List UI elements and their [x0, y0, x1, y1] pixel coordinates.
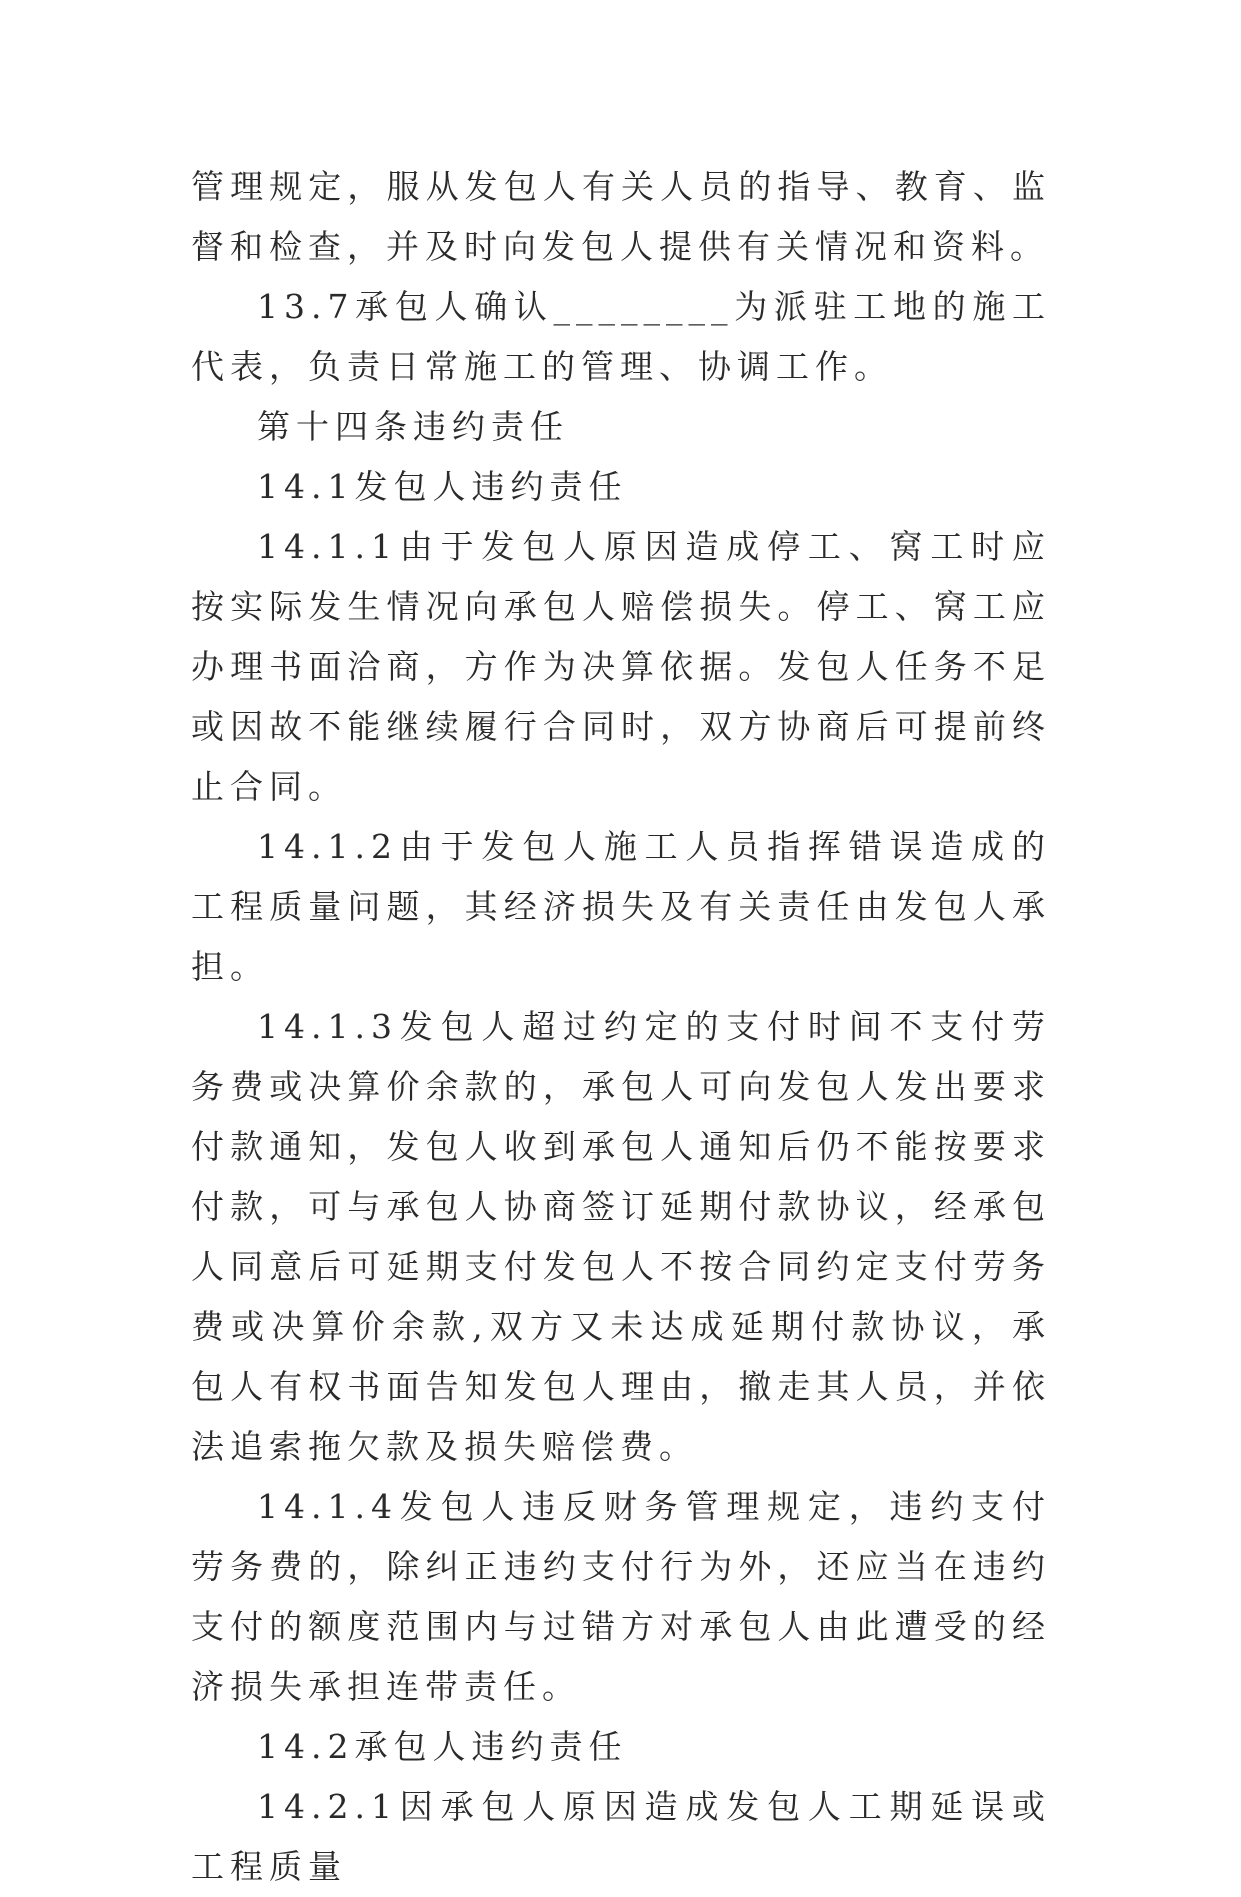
document-body [191, 157, 1051, 1897]
article-14-heading: 第十四条违约责任 [257, 407, 569, 446]
section-14-1-heading: 14.1发包人违约责任 [257, 467, 628, 506]
paragraph-14-1-4: 14.1.4发包人违反财务管理规定，违约支付劳务费的，除纠正违约支付行为外，还应当在违约支付的额度范围内与过错方对承包人由此遭受的经济损失承担连带责任。 [191, 1487, 1051, 1706]
section-14-2-heading: 14.2承包人违约责任 [257, 1727, 628, 1766]
paragraph-14-1-3: 14.1.3发包人超过约定的支付时间不支付劳务费或决算价余款的，承包人可向发包人发出要求付款通知，发包人收到承包人通知后仍不能按要求付款，可与承包人协商签订延期付款协议，经承包人同意后可延期支付发包人不按合同约定支付劳务费或决算价余款,双方又未达成延期付款协议，承包人有权书面告知发包人理由，撤走其人员，并依法追索拖欠款及损失赔偿费。 [191, 1007, 1051, 1466]
paragraph-14-2-1: 14.2.1因承包人原因造成发包人工期延误或工程质量 [191, 1787, 1051, 1886]
paragraph-13-6-continuation: 管理规定，服从发包人有关人员的指导、教育、监督和检查，并及时向发包人提供有关情况和资料。 [191, 167, 1051, 266]
paragraph-13-7: 13.7承包人确认________为派驻工地的施工代表，负责日常施工的管理、协调工作。 [191, 287, 1051, 386]
paragraph-14-1-2: 14.1.2由于发包人施工人员指挥错误造成的工程质量问题，其经济损失及有关责任由发包人承担。 [191, 827, 1051, 986]
paragraph-14-1-1: 14.1.1由于发包人原因造成停工、窝工时应按实际发生情况向承包人赔偿损失。停工、窝工应办理书面洽商，方作为决算依据。发包人任务不足或因故不能继续履行合同时，双方协商后可提前终止合同。 [191, 527, 1051, 806]
